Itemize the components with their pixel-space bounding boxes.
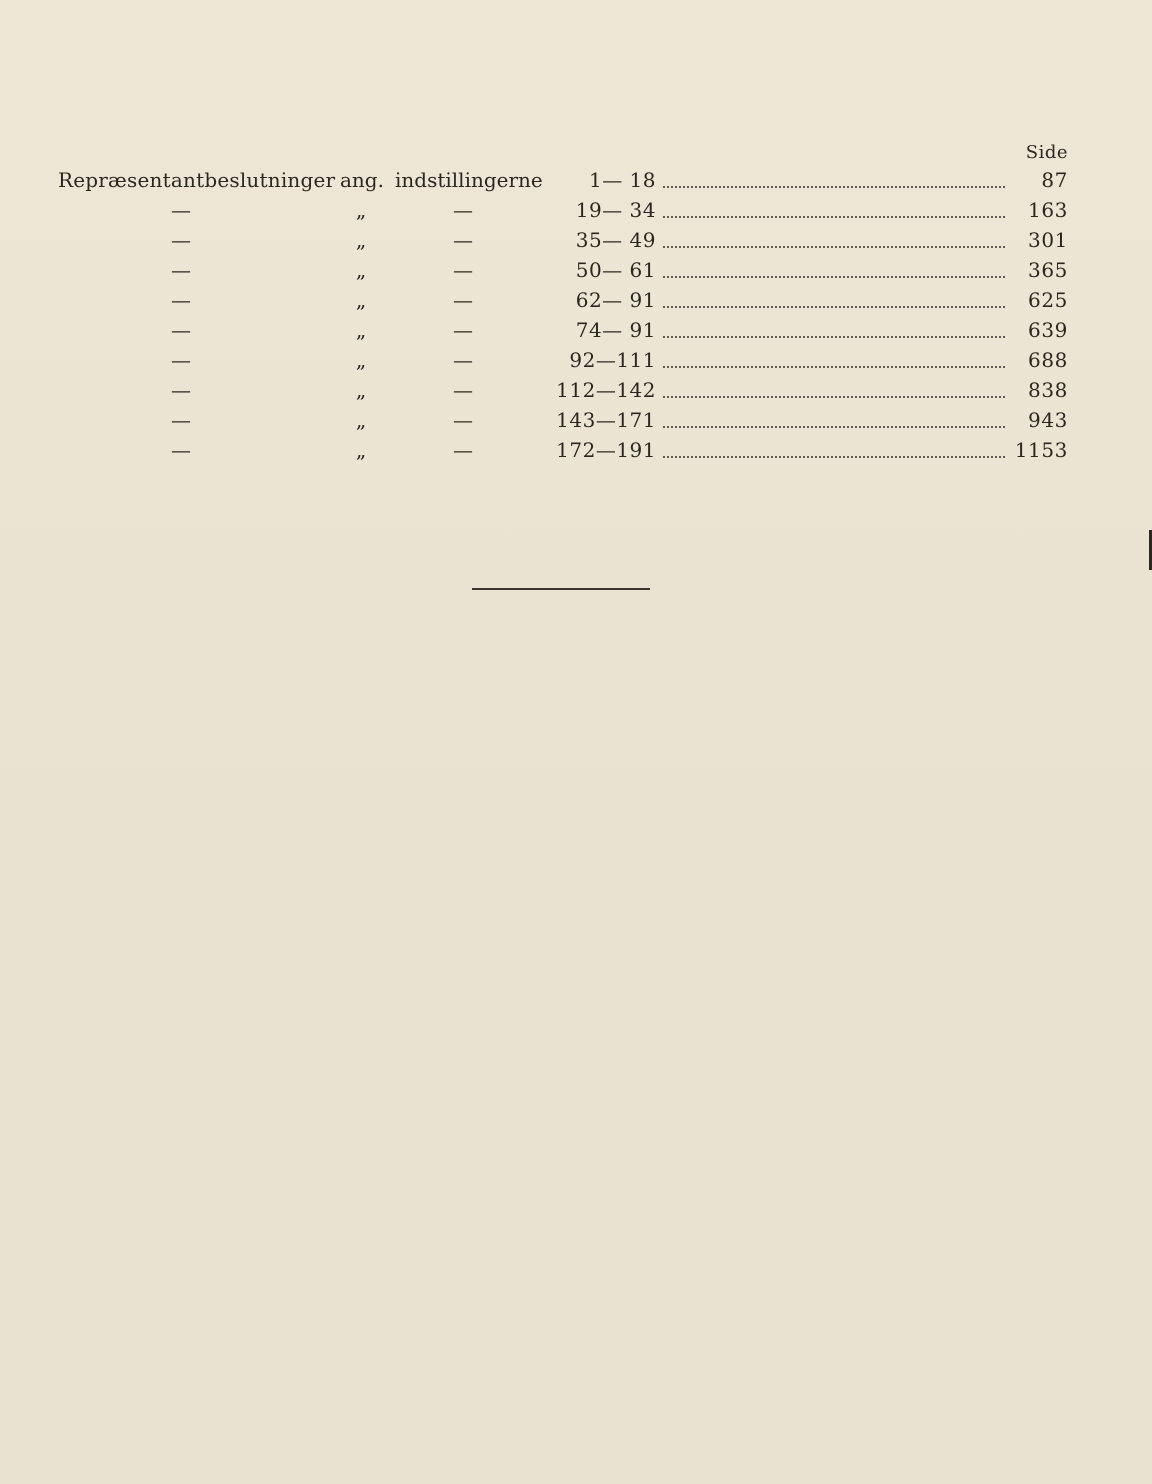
entry-page: 163 — [1028, 198, 1068, 222]
entry-label: — — [171, 318, 191, 342]
toc-row — [0, 195, 1152, 225]
entry-label: — — [171, 288, 191, 312]
dot-leader — [662, 375, 1006, 405]
entry-label: — — [171, 348, 191, 372]
dot-leader — [662, 255, 1006, 285]
dot-leader — [662, 225, 1006, 255]
entry-ang: „ — [355, 378, 367, 402]
entry-label: — — [171, 378, 191, 402]
entry-page: 1153 — [1014, 438, 1068, 462]
dot-leader — [662, 315, 1006, 345]
entry-range: 92—111 — [569, 348, 656, 372]
entry-ang: ang. — [340, 168, 384, 192]
entry-indstillinger: — — [453, 348, 473, 372]
entry-label: — — [171, 228, 191, 252]
entry-indstillinger: — — [453, 318, 473, 342]
entry-range: 143—171 — [556, 408, 656, 432]
entry-label: — — [171, 258, 191, 282]
entry-indstillinger: — — [453, 198, 473, 222]
entry-page: 688 — [1028, 348, 1068, 372]
entry-page: 943 — [1028, 408, 1068, 432]
entry-label: — — [171, 438, 191, 462]
entry-indstillinger: — — [453, 438, 473, 462]
toc-row — [0, 255, 1152, 285]
entry-range: 1— 18 — [588, 168, 656, 192]
entry-range: 50— 61 — [575, 258, 656, 282]
entry-range: 172—191 — [556, 438, 656, 462]
entry-ang: „ — [355, 438, 367, 462]
entry-page: 365 — [1028, 258, 1068, 282]
entry-page: 838 — [1028, 378, 1068, 402]
entry-label: — — [171, 198, 191, 222]
entry-indstillinger: — — [453, 408, 473, 432]
entry-page: 639 — [1028, 318, 1068, 342]
toc-row — [0, 435, 1152, 465]
entry-ang: „ — [355, 228, 367, 252]
dot-leader — [662, 345, 1006, 375]
entry-indstillinger: — — [453, 228, 473, 252]
entry-indstillinger: — — [453, 378, 473, 402]
side-column-header: Side — [1025, 142, 1068, 163]
entry-ang: „ — [355, 198, 367, 222]
toc-row — [0, 225, 1152, 255]
entry-indstillinger: indstillingerne — [395, 168, 543, 192]
entry-label: Repræsentantbeslutninger — [58, 168, 336, 192]
dot-leader — [662, 195, 1006, 225]
entry-range: 19— 34 — [575, 198, 656, 222]
entry-range: 74— 91 — [575, 318, 656, 342]
entry-range: 112—142 — [556, 378, 656, 402]
toc-row — [0, 165, 1152, 195]
entry-page: 625 — [1028, 288, 1068, 312]
entry-ang: „ — [355, 288, 367, 312]
toc-row — [0, 285, 1152, 315]
entry-indstillinger: — — [453, 288, 473, 312]
dot-leader — [662, 165, 1006, 195]
dot-leader — [662, 435, 1006, 465]
entry-page: 87 — [1041, 168, 1068, 192]
entry-ang: „ — [355, 408, 367, 432]
toc-row — [0, 405, 1152, 435]
entry-range: 35— 49 — [575, 228, 656, 252]
entry-range: 62— 91 — [575, 288, 656, 312]
toc-row — [0, 345, 1152, 375]
entry-indstillinger: — — [453, 258, 473, 282]
toc-row — [0, 375, 1152, 405]
entry-ang: „ — [355, 318, 367, 342]
dot-leader — [662, 285, 1006, 315]
entry-ang: „ — [355, 348, 367, 372]
entry-ang: „ — [355, 258, 367, 282]
dot-leader — [662, 405, 1006, 435]
toc-row — [0, 315, 1152, 345]
horizontal-rule — [472, 588, 650, 590]
entry-page: 301 — [1028, 228, 1068, 252]
entry-label: — — [171, 408, 191, 432]
